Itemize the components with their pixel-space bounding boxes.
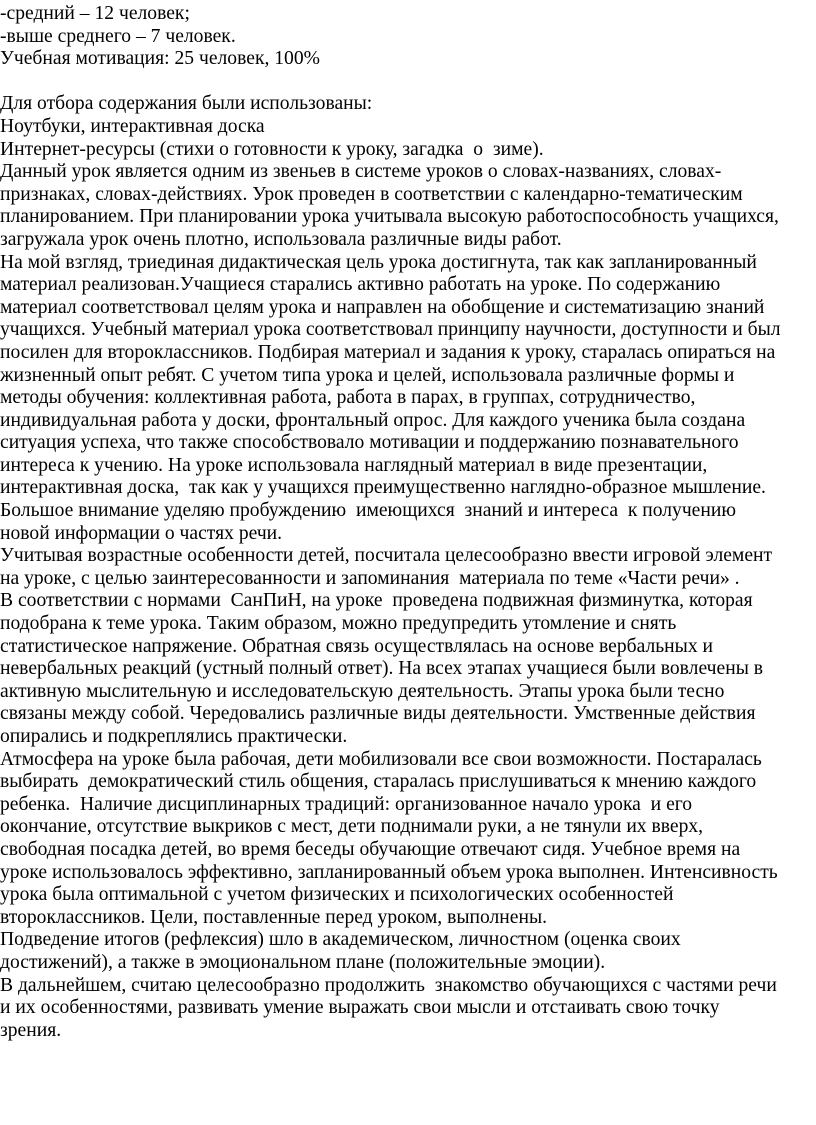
- text-line: На мой взгляд, триединая дидактическая цель урока достигнута, так как запланированный: [0, 251, 757, 273]
- text-line: на уроке, с целью заинтересованности и запоминания материала по теме «Части речи» .: [0, 567, 740, 589]
- text-line: интерактивная доска, так как у учащихся преимущественно наглядно-образное мышление.: [0, 477, 766, 499]
- text-line: -выше среднего – 7 человек.: [0, 25, 236, 47]
- text-line: признаках, словах-действиях. Урок проведен в соответствии с календарно-тематическим: [0, 183, 743, 205]
- text-line: интереса к учению. На уроке использовала наглядный материал в виде презентации,: [0, 454, 708, 476]
- text-line: связаны между собой. Чередовались различные виды деятельности. Умственные действия: [0, 703, 756, 725]
- text-line: Интернет-ресурсы (стихи о готовности к уроку, загадка о зиме).: [0, 138, 544, 160]
- text-line: Ноутбуки, интерактивная доска: [0, 115, 265, 137]
- text-line: ребенка. Наличие дисциплинарных традиций: организованное начало урока и его: [0, 793, 693, 815]
- text-line: материал соответствовал целям урока и направлен на обобщение и систематизацию знаний: [0, 296, 765, 318]
- text-line: уроке использовалось эффективно, запланированный объем урока выполнен. Интенсивность: [0, 861, 778, 883]
- text-line: опирались и подкреплялись практически.: [0, 726, 348, 747]
- text-line: урока была оптимальной с учетом физических и психологических особенностей: [0, 884, 674, 906]
- text-line: В дальнейшем, считаю целесообразно продолжить знакомство обучающихся с частями речи: [0, 974, 777, 996]
- text-line: и их особенностями, развивать умение выражать свои мысли и отстаивать свою точку: [0, 997, 720, 1019]
- text-line: невербальных реакций (устный полный ответ). На всех этапах учащиеся были вовлечены в: [0, 658, 764, 680]
- text-line: ситуация успеха, что также способствовало мотивации и поддержанию познавательного: [0, 432, 739, 454]
- text-line: статистическое напряжение. Обратная связь осуществлялась на основе вербальных и: [0, 635, 713, 657]
- text-line: Данный урок является одним из звеньев в системе уроков о словах-названиях, словах-: [0, 161, 722, 183]
- text-line: новой информации о частях речи.: [0, 522, 283, 544]
- text-line: -средний – 12 человек;: [0, 3, 190, 24]
- text-line: выбирать демократический стиль общения, старалась прислушиваться к мнению каждого: [0, 771, 757, 793]
- text-line: В соответствии с нормами СанПиН, на уроке проведена подвижная физминутка, которая: [0, 590, 753, 612]
- text-line: жизненный опыт ребят. С учетом типа урока и целей, использовала различные формы и: [0, 364, 735, 386]
- text-line: материал реализован.Учащиеся старались активно работать на уроке. По содержанию: [0, 274, 721, 296]
- text-line: активную мыслительную и исследовательскую деятельность. Этапы урока были тесно: [0, 680, 725, 702]
- text-line: подобрана к теме урока. Таким образом, можно предупредить утомление и снять: [0, 613, 677, 635]
- text-line: Атмосфера на уроке была рабочая, дети мобилизовали все свои возможности. Постаралась: [0, 748, 762, 770]
- text-line: [0, 1042, 812, 1065]
- text-line: учащихся. Учебный материал урока соответствовал принципу научности, доступности и был: [0, 319, 781, 341]
- text-line: загружала урок очень плотно, использовала различные виды работ.: [0, 228, 562, 250]
- text-line: Подведение итогов (рефлексия) шло в академическом, личностном (оценка своих: [0, 929, 681, 951]
- text-line: окончание, отсутствие выкриков с мест, дети поднимали руки, а не тянули их вверх,: [0, 816, 704, 838]
- text-line: второклассников. Цели, поставленные перед уроком, выполнены.: [0, 906, 548, 928]
- text-line: посилен для второклассников. Подбирая материал и задания к уроку, старалась опираться на: [0, 341, 776, 363]
- text-line: достижений), а также в эмоциональном плане (положительные эмоции).: [0, 951, 606, 973]
- text-line: свободная посадка детей, во время беседы обучающие отвечают сидя. Учебное время на: [0, 838, 741, 860]
- text-line: Большое внимание уделяю пробуждению имеющихся знаний и интереса к получению: [0, 500, 736, 522]
- blank-line: [0, 71, 812, 94]
- text-line: планированием. При планировании урока учитывала высокую работоспособность учащихся,: [0, 206, 779, 228]
- text-line: Учебная мотивация: 25 человек, 100%: [0, 48, 320, 70]
- text-line: зрения.: [0, 1019, 62, 1041]
- text-line: методы обучения: коллективная работа, работа в парах, в группах, сотрудничество,: [0, 387, 696, 409]
- text-line: Для отбора содержания были использованы:: [0, 93, 373, 115]
- text-line: Учитывая возрастные особенности детей, посчитала целесообразно ввести игровой элемент: [0, 545, 773, 567]
- text-line: индивидуальная работа у доски, фронтальный опрос. Для каждого ученика была создана: [0, 409, 746, 431]
